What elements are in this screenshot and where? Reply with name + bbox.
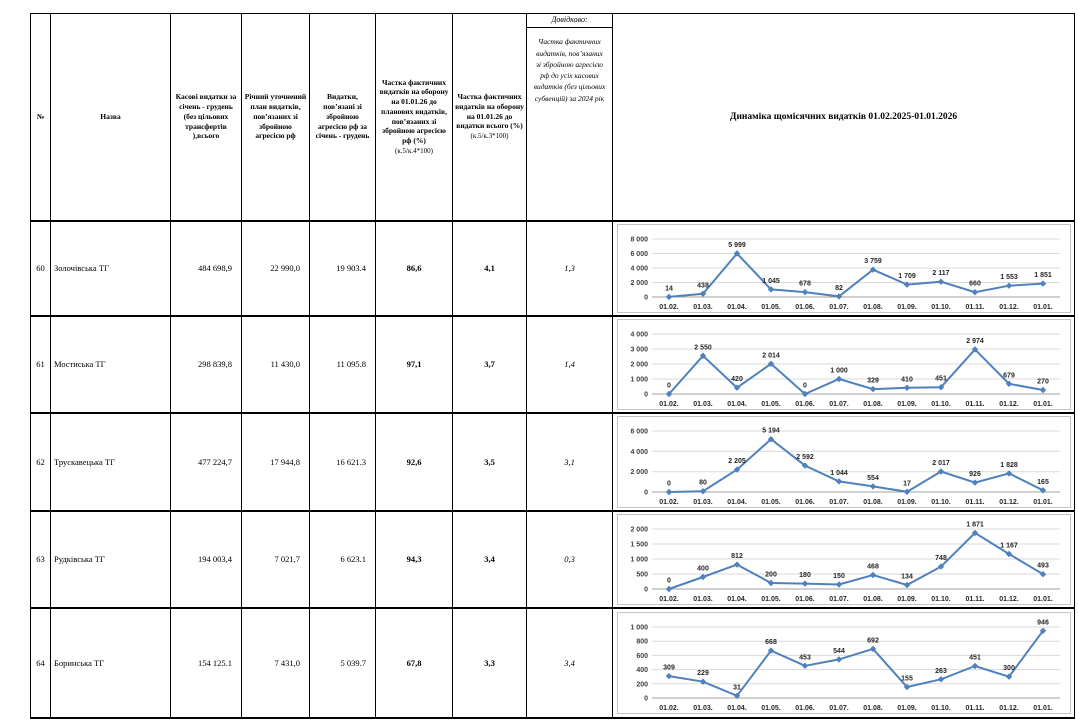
svg-text:400: 400: [696, 565, 709, 572]
table-row-64: [31, 608, 1075, 718]
svg-text:01.06.: 01.06.: [794, 498, 815, 506]
svg-text:5 194: 5 194: [761, 427, 780, 435]
svg-text:01.03.: 01.03.: [692, 595, 713, 603]
svg-text:2 550: 2 550: [693, 343, 712, 351]
cell-cash: 298 839,8: [171, 316, 242, 413]
svg-text:01.03.: 01.03.: [692, 704, 713, 712]
cell-reference: 1,3: [527, 221, 613, 316]
svg-text:01.01.: 01.01.: [1032, 303, 1053, 311]
col-header-share-plan: [376, 14, 453, 221]
svg-text:1 044: 1 044: [829, 469, 848, 477]
data-table: [30, 13, 1075, 719]
svg-text:270: 270: [1036, 378, 1049, 385]
cell-num: 61: [31, 316, 51, 413]
svg-text:0: 0: [643, 586, 648, 593]
svg-text:2 000: 2 000: [629, 361, 648, 368]
svg-text:1 000: 1 000: [629, 376, 648, 383]
svg-text:01.11.: 01.11.: [964, 303, 985, 311]
svg-text:1 553: 1 553: [999, 273, 1018, 281]
svg-text:01.02.: 01.02.: [658, 704, 679, 712]
svg-text:1 167: 1 167: [999, 542, 1018, 549]
svg-text:01.09.: 01.09.: [896, 704, 917, 712]
svg-text:01.02.: 01.02.: [658, 595, 679, 603]
cell-share-plan: 97,1: [376, 316, 453, 413]
col-header-cash: Касові видатки за січень - грудень (без цільових трансфертів ),всього: [171, 14, 242, 221]
cell-expenses: 16 621.3: [310, 413, 376, 511]
cell-plan: 22 990,0: [242, 221, 310, 316]
svg-text:6 000: 6 000: [629, 428, 648, 435]
cell-share-plan: 92,6: [376, 413, 453, 511]
svg-text:0: 0: [643, 695, 648, 702]
cell-plan: 17 944,8: [242, 413, 310, 511]
svg-text:400: 400: [635, 666, 648, 674]
cell-reference: 0,3: [527, 511, 613, 608]
svg-text:01.10.: 01.10.: [930, 303, 951, 311]
svg-text:01.05.: 01.05.: [760, 498, 781, 506]
svg-text:01.08.: 01.08.: [862, 303, 883, 311]
svg-text:01.08.: 01.08.: [862, 704, 883, 712]
svg-text:1 000: 1 000: [829, 367, 848, 374]
svg-text:01.10.: 01.10.: [930, 400, 951, 408]
svg-text:946: 946: [1036, 618, 1049, 626]
svg-text:0: 0: [666, 480, 671, 487]
svg-text:80: 80: [698, 479, 707, 487]
cell-dynamics: [613, 221, 1075, 316]
svg-text:01.02.: 01.02.: [658, 400, 679, 408]
cell-share-total: 4,1: [453, 221, 527, 316]
svg-text:4 000: 4 000: [629, 448, 648, 456]
svg-text:1 000: 1 000: [629, 624, 648, 631]
expenses-report-table: [30, 13, 1075, 719]
svg-text:926: 926: [968, 470, 981, 478]
svg-text:01.01.: 01.01.: [1032, 595, 1053, 603]
col-header-share-total: [453, 14, 527, 221]
svg-text:01.04.: 01.04.: [726, 595, 747, 603]
svg-text:0: 0: [643, 489, 648, 496]
svg-text:01.01.: 01.01.: [1032, 400, 1053, 408]
svg-text:01.02.: 01.02.: [658, 303, 679, 311]
svg-text:180: 180: [798, 571, 811, 579]
cell-cash: 154 125.1: [171, 608, 242, 718]
svg-text:2 014: 2 014: [761, 351, 780, 359]
share-plan-title: Частка фактичних видатків на оборону на 01.01.26 до планових видатків, пов’язаних зі збройною агресією рф (%): [379, 77, 449, 146]
svg-text:01.10.: 01.10.: [930, 498, 951, 506]
svg-text:155: 155: [900, 675, 913, 682]
reference-text: Частка фактичних видатків, пов’язаних зі збройною агресією рф до усіх касових видатків (без цільових субвенцій) за 2024 рік: [533, 37, 606, 103]
svg-text:01.01.: 01.01.: [1032, 498, 1053, 506]
svg-text:453: 453: [798, 653, 811, 661]
svg-text:01.07.: 01.07.: [828, 704, 849, 712]
svg-text:01.05.: 01.05.: [760, 303, 781, 311]
svg-text:01.03.: 01.03.: [692, 303, 713, 311]
svg-text:01.05.: 01.05.: [760, 400, 781, 408]
svg-text:01.04.: 01.04.: [726, 303, 747, 311]
svg-text:01.12.: 01.12.: [998, 704, 1019, 712]
svg-text:01.12.: 01.12.: [998, 303, 1019, 311]
svg-text:0: 0: [666, 577, 671, 584]
svg-text:01.07.: 01.07.: [828, 498, 849, 506]
svg-text:229: 229: [696, 669, 709, 677]
svg-text:6 000: 6 000: [629, 250, 648, 258]
svg-text:0: 0: [643, 391, 648, 398]
cell-expenses: 5 039.7: [310, 608, 376, 718]
cell-share-total: 3,5: [453, 413, 527, 511]
svg-text:01.07.: 01.07.: [828, 595, 849, 603]
header-row: [31, 14, 1075, 221]
share-plan-formula: (к.5/к.4*100): [395, 146, 433, 155]
svg-text:2 592: 2 592: [795, 453, 814, 461]
svg-text:17: 17: [902, 479, 911, 487]
svg-text:493: 493: [1036, 562, 1049, 570]
svg-text:0: 0: [802, 382, 807, 389]
svg-text:678: 678: [798, 280, 811, 288]
svg-text:0: 0: [666, 382, 671, 389]
svg-text:438: 438: [696, 281, 709, 289]
svg-text:82: 82: [834, 284, 843, 292]
svg-text:554: 554: [866, 474, 879, 482]
svg-text:01.04.: 01.04.: [726, 704, 747, 712]
svg-text:01.12.: 01.12.: [998, 400, 1019, 408]
svg-text:410: 410: [900, 375, 913, 383]
dynamics-chart-63: [617, 514, 1071, 605]
svg-text:150: 150: [832, 572, 845, 580]
share-total-formula: (к.5/к.3*100): [470, 132, 509, 141]
svg-text:01.11.: 01.11.: [964, 704, 985, 712]
svg-text:01.01.: 01.01.: [1032, 704, 1053, 712]
table-row-63: [31, 511, 1075, 608]
col-header-plan: Річний уточнений план видатків, пов’язаних зі збройною агресією рф: [242, 14, 310, 221]
svg-text:01.10.: 01.10.: [930, 595, 951, 603]
col-header-num: №: [31, 14, 51, 221]
svg-text:01.11.: 01.11.: [964, 400, 985, 408]
svg-text:01.08.: 01.08.: [862, 400, 883, 408]
svg-text:451: 451: [934, 375, 947, 383]
cell-cash: 477 224,7: [171, 413, 242, 511]
svg-text:451: 451: [968, 654, 981, 661]
cell-num: 62: [31, 413, 51, 511]
svg-text:1 500: 1 500: [629, 541, 648, 548]
svg-text:31: 31: [732, 683, 741, 691]
svg-text:01.12.: 01.12.: [998, 595, 1019, 603]
svg-text:2 000: 2 000: [629, 279, 648, 287]
svg-text:01.09.: 01.09.: [896, 303, 917, 311]
cell-dynamics: [613, 608, 1075, 718]
svg-text:01.02.: 01.02.: [658, 498, 679, 506]
col-header-dynamics: Динаміка щомісячних видатків 01.02.2025-01.01.2026: [613, 14, 1075, 221]
reference-label: Довідково:: [527, 14, 612, 28]
cell-name: Трускавецька ТГ: [51, 413, 171, 511]
cell-share-total: 3,7: [453, 316, 527, 413]
cell-num: 63: [31, 511, 51, 608]
svg-text:1 709: 1 709: [897, 272, 916, 280]
svg-text:263: 263: [934, 667, 947, 675]
col-header-reference: [527, 14, 613, 221]
svg-text:01.08.: 01.08.: [862, 595, 883, 603]
svg-text:01.05.: 01.05.: [760, 595, 781, 603]
cell-expenses: 19 903.4: [310, 221, 376, 316]
cell-name: Мостиська ТГ: [51, 316, 171, 413]
cell-expenses: 6 623.1: [310, 511, 376, 608]
svg-text:4 000: 4 000: [629, 331, 648, 338]
cell-plan: 7 431,0: [242, 608, 310, 718]
svg-text:01.06.: 01.06.: [794, 595, 815, 603]
svg-text:668: 668: [764, 638, 777, 646]
cell-share-total: 3,3: [453, 608, 527, 718]
dynamics-chart-60: [617, 224, 1071, 313]
svg-text:600: 600: [635, 652, 648, 660]
svg-text:01.03.: 01.03.: [692, 400, 713, 408]
cell-num: 60: [31, 221, 51, 316]
svg-text:01.08.: 01.08.: [862, 498, 883, 506]
svg-text:0: 0: [643, 294, 648, 301]
cell-expenses: 11 095.8: [310, 316, 376, 413]
svg-text:01.07.: 01.07.: [828, 303, 849, 311]
svg-text:2 117: 2 117: [931, 269, 950, 277]
svg-text:01.04.: 01.04.: [726, 498, 747, 506]
svg-text:01.06.: 01.06.: [794, 303, 815, 311]
cell-reference: 1,4: [527, 316, 613, 413]
svg-text:748: 748: [934, 554, 947, 562]
dynamics-chart-62: [617, 416, 1071, 508]
svg-text:660: 660: [968, 280, 981, 288]
cell-share-plan: 94,3: [376, 511, 453, 608]
cell-share-total: 3,4: [453, 511, 527, 608]
cell-plan: 7 021,7: [242, 511, 310, 608]
cell-share-plan: 86,6: [376, 221, 453, 316]
svg-text:420: 420: [730, 375, 743, 383]
cell-name: Рудківська ТГ: [51, 511, 171, 608]
col-header-name: Назва: [51, 14, 171, 221]
dynamics-chart-64: [617, 612, 1071, 714]
svg-text:1 871: 1 871: [965, 520, 984, 528]
svg-text:01.09.: 01.09.: [896, 498, 917, 506]
svg-text:14: 14: [664, 284, 673, 292]
svg-text:200: 200: [764, 571, 777, 578]
svg-text:1 851: 1 851: [1033, 271, 1052, 279]
col-header-expenses: Видатки, пов’язані зі збройною агресією рф за січень - грудень: [310, 14, 376, 221]
svg-text:500: 500: [635, 571, 648, 578]
svg-text:01.11.: 01.11.: [964, 498, 985, 506]
cell-dynamics: [613, 511, 1075, 608]
dynamics-chart-61: [617, 319, 1071, 410]
table-row-60: [31, 221, 1075, 316]
svg-text:01.11.: 01.11.: [964, 595, 985, 603]
cell-name: Золочівська ТГ: [51, 221, 171, 316]
cell-dynamics: [613, 413, 1075, 511]
svg-text:2 205: 2 205: [727, 457, 746, 465]
svg-text:01.03.: 01.03.: [692, 498, 713, 506]
svg-text:3 000: 3 000: [629, 346, 648, 353]
svg-text:544: 544: [832, 647, 845, 655]
svg-text:692: 692: [866, 636, 879, 644]
cell-name: Боринська ТГ: [51, 608, 171, 718]
cell-reference: 3,4: [527, 608, 613, 718]
svg-text:300: 300: [1002, 664, 1015, 672]
svg-text:01.05.: 01.05.: [760, 704, 781, 712]
svg-text:01.06.: 01.06.: [794, 704, 815, 712]
cell-num: 64: [31, 608, 51, 718]
share-total-title: Частка фактичних видатків на оборону на 01.01.26 до видатки всього (%): [455, 92, 524, 131]
cell-plan: 11 430,0: [242, 316, 310, 413]
svg-text:812: 812: [730, 552, 743, 560]
svg-text:01.09.: 01.09.: [896, 400, 917, 408]
svg-text:2 000: 2 000: [629, 468, 648, 476]
svg-text:8 000: 8 000: [629, 236, 648, 243]
svg-text:800: 800: [635, 638, 648, 646]
svg-text:2 000: 2 000: [629, 526, 648, 533]
svg-text:165: 165: [1036, 478, 1049, 486]
svg-text:3 759: 3 759: [863, 257, 882, 265]
svg-text:01.10.: 01.10.: [930, 704, 951, 712]
svg-text:2 974: 2 974: [965, 337, 984, 345]
svg-text:1 828: 1 828: [999, 461, 1018, 469]
cell-reference: 3,1: [527, 413, 613, 511]
svg-text:679: 679: [1002, 371, 1015, 379]
svg-text:01.07.: 01.07.: [828, 400, 849, 408]
svg-text:5 999: 5 999: [727, 241, 746, 249]
svg-text:134: 134: [900, 573, 913, 580]
svg-text:309: 309: [662, 664, 675, 672]
svg-text:01.06.: 01.06.: [794, 400, 815, 408]
svg-text:1 000: 1 000: [629, 556, 648, 563]
cell-dynamics: [613, 316, 1075, 413]
table-row-62: [31, 413, 1075, 511]
table-row-61: [31, 316, 1075, 413]
cell-cash: 484 698,9: [171, 221, 242, 316]
svg-text:01.09.: 01.09.: [896, 595, 917, 603]
svg-text:01.12.: 01.12.: [998, 498, 1019, 506]
svg-text:2 017: 2 017: [931, 459, 950, 467]
cell-cash: 194 003,4: [171, 511, 242, 608]
svg-text:468: 468: [866, 563, 879, 570]
cell-share-plan: 67,8: [376, 608, 453, 718]
svg-text:1 045: 1 045: [761, 277, 780, 285]
svg-text:4 000: 4 000: [629, 265, 648, 272]
svg-text:329: 329: [866, 377, 879, 385]
svg-text:200: 200: [635, 680, 648, 688]
svg-text:01.04.: 01.04.: [726, 400, 747, 408]
